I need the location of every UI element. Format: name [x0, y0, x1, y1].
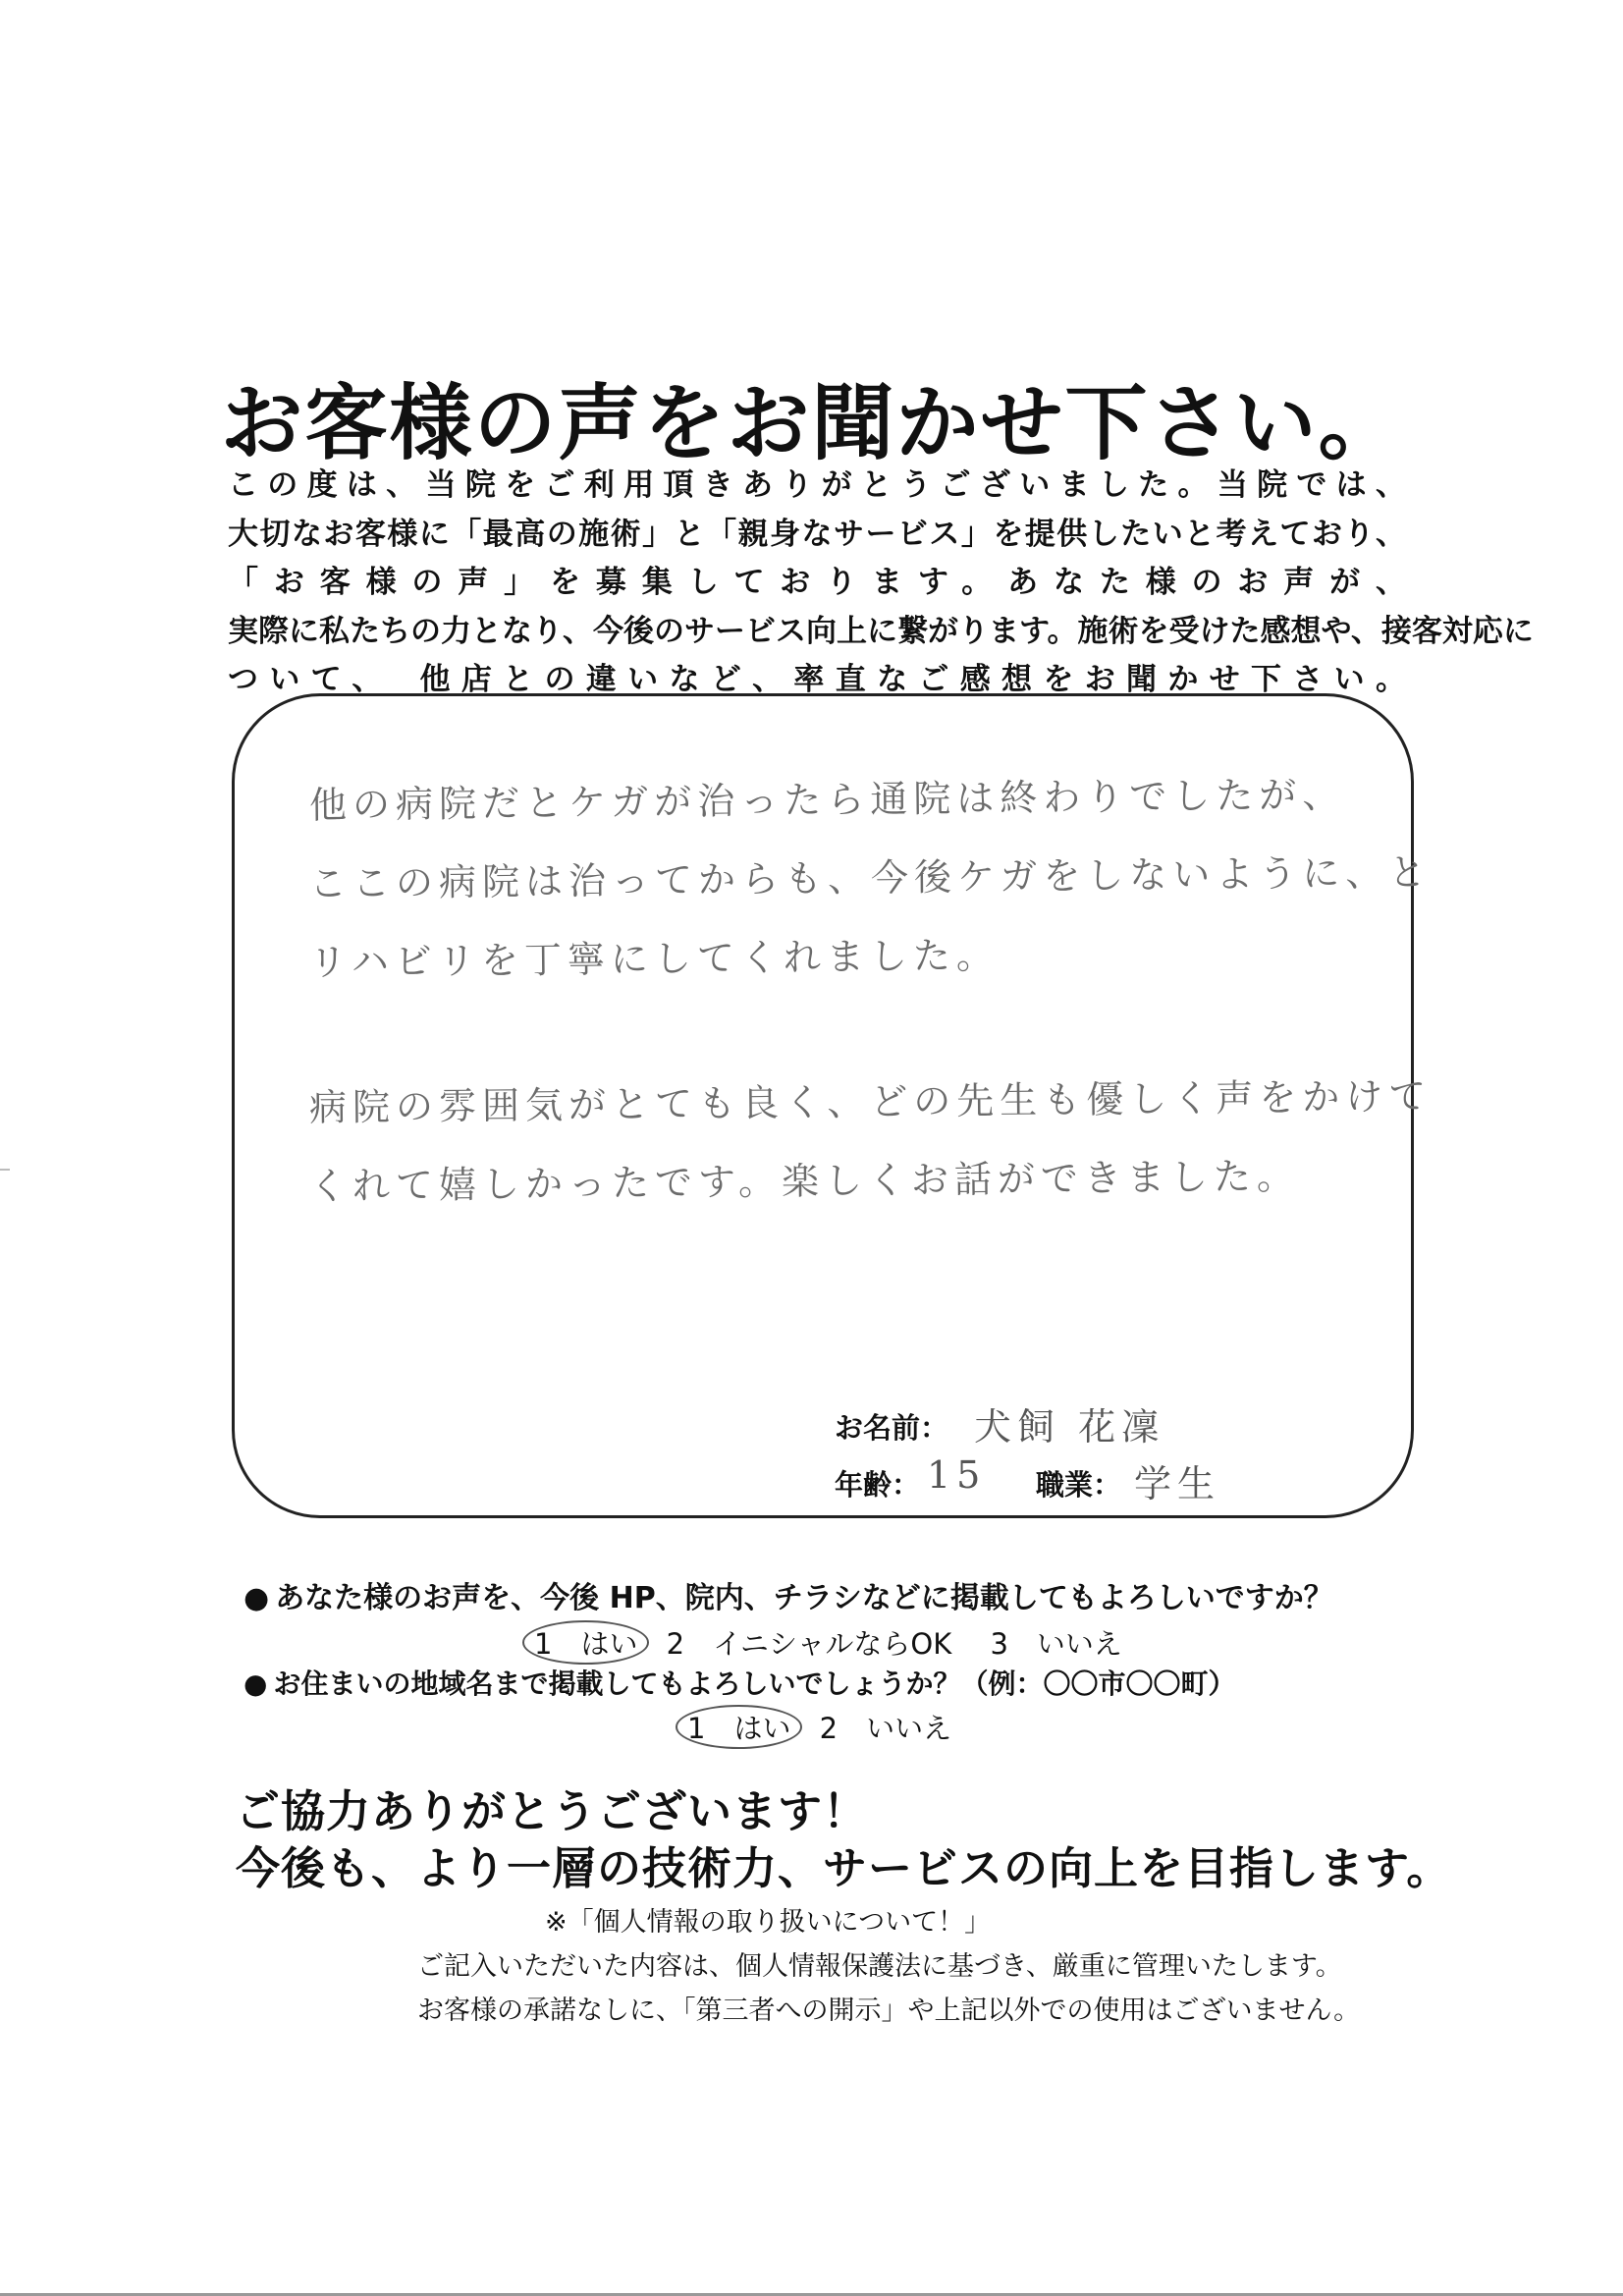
age-label: 年齢：: [835, 1468, 921, 1502]
name-value: 犬飼 花凜: [974, 1405, 1165, 1449]
privacy-heading: ※「個人情報の取り扱いについて！」: [545, 1907, 992, 1938]
intro-text: [228, 462, 1534, 705]
area-options: [676, 1705, 981, 1749]
publish-options: [522, 1620, 1152, 1665]
privacy-line-1: ご記入いただいた内容は、個人情報保護法に基づき、厳重に管理いたします。: [417, 1951, 1342, 1982]
question-text: あなた様のお声を、今後 HP、院内、チラシなどに掲載してもよろしいですか？: [275, 1581, 1333, 1615]
intro-line: 大切なお客様に「最高の施術」と「親身なサービス」を提供したいと考えており、: [228, 516, 1406, 552]
intro-line: ついて、 他店との違いなど、率直なご感想をお聞かせ下さい。: [228, 662, 1406, 697]
scan-edge-mark: [0, 1169, 10, 1171]
handwritten-comment: [308, 766, 1433, 1226]
page-title: お客様の声をお聞かせ下さい。: [220, 375, 1403, 472]
thanks-line-1: ご協力ありがとうございます！: [236, 1785, 869, 1837]
option-no[interactable]: 3 いいえ: [990, 1627, 1122, 1661]
option-yes-selected[interactable]: 1 はい: [676, 1705, 802, 1749]
thanks-line-2: 今後も、より一層の技術力、サービスの向上を目指します。: [236, 1842, 1452, 1894]
job-value: 学生: [1134, 1462, 1221, 1505]
privacy-line-2: お客様の承諾なしに、「第三者への開示」や上記以外での使用はございません。: [417, 1995, 1361, 2026]
job-label: 職業：: [1036, 1468, 1122, 1502]
question-text: お住まいの地域名まで掲載してもよろしいでしょうか？（例：〇〇市〇〇町）: [273, 1667, 1236, 1700]
option-yes-selected[interactable]: 1 はい: [522, 1620, 649, 1665]
comment-line: 他の病院だとケガが治ったら通院は終わりでしたが、: [308, 772, 1346, 827]
comment-line: ここの病院は治ってからも、今後ケガをしないように、と: [308, 850, 1433, 905]
comment-line: リハビリを丁寧にしてくれました。: [308, 933, 1001, 984]
intro-line: 「お客様の声」を募集しております。あなた様のお声が、: [228, 565, 1406, 600]
age-value: 15: [927, 1453, 987, 1497]
option-initials[interactable]: 2 イニシャルならOK: [666, 1627, 952, 1661]
option-no[interactable]: 2 いいえ: [819, 1712, 952, 1745]
intro-line: この度は、当院をご利用頂きありがとうございました。当院では、: [228, 467, 1406, 503]
comment-line: くれて嬉しかったです。楽しくお話ができました。: [308, 1154, 1301, 1208]
name-label: お名前：: [835, 1411, 949, 1445]
question-area: [243, 1663, 1235, 1702]
question-publish: [243, 1573, 1333, 1616]
comment-line: 病院の雰囲気がとても良く、どの先生も優しく声をかけて: [308, 1074, 1433, 1129]
bullet-icon: ●: [243, 1581, 270, 1615]
intro-line: 実際に私たちの力となり、今後のサービス向上に繋がります。施術を受けた感想や、接客対応に: [228, 613, 1534, 649]
bullet-icon: ●: [243, 1667, 268, 1700]
